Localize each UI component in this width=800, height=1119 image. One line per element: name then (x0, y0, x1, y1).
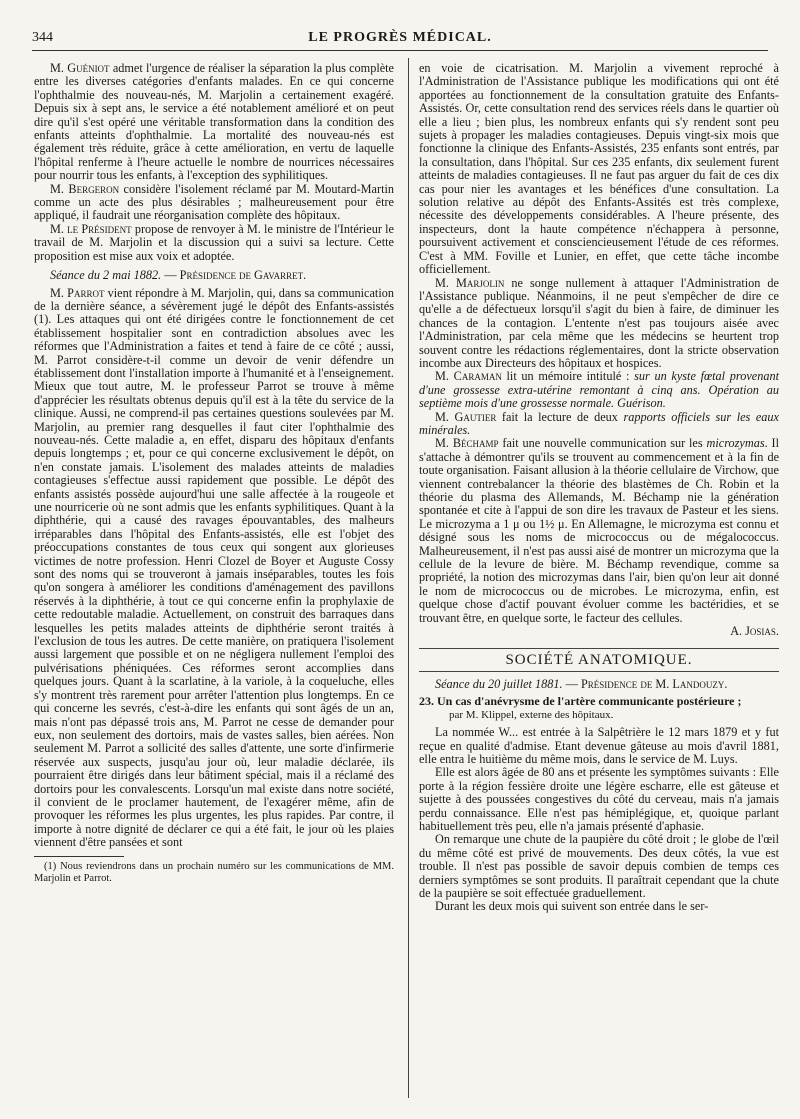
session-heading (419, 678, 779, 691)
paragraph: en voie de cicatrisation. M. Marjolin a vivement reproché à l'Administration de l'Assistance publique les modifications qui ont été apportées au fonctionnement de la consultation gratuite des Enfants-Assistés. Or, cette consultation rend des services réels dans le quartier où elle a lieu ; bien plus, les nombreux enfants qui s'y rendent sont peu sujets à propager les maladies contagieuses. Depuis vingt-six mois que fonctionne la clinique des Enfants-Assistés, 235 enfants sont entrés, par la consultation, dans l'hôpital. Sur ces 235 enfants, dix seulement furent atteints de maladies contagieuses. Il ne faut pas arguer du fait de ces dix cas pour nier les avantages et les bénéfices d'une consultation. La solution relative au dépôt des Enfants-Assités est très complexe, nécessite des développements considérables. A l'heure présente, des inspecteurs, dont la haute compétence n'échappera à personne, poursuivent activement et consciencieusement l'étude de ces réformes. C'est à MM. Foville et Lunier, en effet, que cette tâche incombe officiellement. (419, 61, 779, 277)
paragraph: La nommée W... est entrée à la Salpêtrière le 12 mars 1879 et y fut reçue en qualité d'admise. Etant devenue gâteuse au mois d'avril 1881, elle entra le huitième du même mois, dans le service de M. Luys. (419, 725, 779, 766)
journal-title: LE PROGRÈS MÉDICAL. (308, 30, 492, 45)
right-column (419, 62, 779, 914)
paragraph-text: fait la lecture de deux (496, 409, 624, 424)
paragraph (34, 223, 394, 263)
page-header (32, 30, 768, 51)
session-presidency: — Présidence de Gavarret. (161, 268, 307, 283)
paragraph (419, 411, 779, 438)
paragraph-text: fait une nouvelle communication sur les (498, 436, 707, 451)
speaker-name: M. Caraman (435, 369, 502, 384)
paragraph (419, 370, 779, 410)
paragraph (34, 62, 394, 183)
paragraph (419, 437, 779, 625)
left-column (34, 62, 394, 885)
paragraph-text: ne songe nullement à attaquer l'Administration de l'Assistance publique. Néanmoins, il ne peut s'empêcher de dire ce qu'elle a de défectueux lorsqu'il s'agit du bien à faire, de diminuer les chances de la contagion. L'entente n'est pas toujours aisée avec l'Administration, par cela même que les médecins se heurtent trop souvent contre les rédactions réglementaires, dont la stricte observation incombe aux Directeurs des hôpitaux et hospices. (419, 275, 779, 370)
article-title: 23. Un cas d'anévrysme de l'artère communicante postérieure ; (419, 694, 742, 709)
paragraph-text: considère l'isolement réclamé par M. Moutard-Martin comme un acte des plus désirables ; malheureusement pour être appliqué, il faudrait une réorganisation complète des hôpitaux. (34, 181, 395, 223)
speaker-name: M. Parrot (50, 285, 105, 300)
section-title: SOCIÉTÉ ANATOMIQUE. (419, 648, 779, 671)
paragraph-text: admet l'urgence de réaliser la séparation la plus complète entre les diverses catégories d'enfants malades. En ce qui concerne l'ophthalmie des nouveau-nés, M. Marjolin a certainement exagéré. Depuis six à sept ans, le service a été notablement amélioré et on peut dire qu'il s'est opéré une véritable transformation dans la condition des enfants atteints d'ophthalmie. La mortalité des nouveau-nés est également très réduite, grâce à cette amélioration, en vertu de laquelle l'hôpital renferme à l'heure actuelle le nombre de nourrices nécessaires pour nourrir tous les enfants, à l'exception des syphilitiques. (34, 61, 394, 183)
paragraph (34, 287, 394, 850)
paragraph: Elle est alors âgée de 80 ans et présente les symptômes suivants : Elle porte à la région fessière droite une légère escharre, elle est gâteuse et sujette à des poussées congestives du côté du cerveau, mais n'a jamais perdu connaissance. Elle n'est pas hémiplégique, et, quoique parlant habituellement très peu, elle n'a jamais présenté d'aphasie. (419, 765, 779, 833)
paragraph-text: propose de renvoyer à M. le ministre de l'Intérieur le travail de M. Marjolin et la discussion qui a suivi sa lecture. Cette proposition est mise aux voix et adoptée. (34, 221, 394, 263)
session-presidency: — Présidence de M. Landouzy. (562, 676, 728, 691)
paragraph (419, 277, 779, 371)
page-number: 344 (32, 30, 53, 45)
session-heading (34, 269, 394, 282)
paragraph: On remarque une chute de la paupière du côté droit ; le globe de l'œil du même côté est privé de mouvements. Des deux côtés, la vue est trouble. Il n'est pas possible de savoir depuis combien de temps ces derniers symptômes se sont produits. Il paraîtrait cependant que la chute de la paupière se soit effectuée graduellement. (419, 832, 779, 900)
speaker-name: M. Gautier (435, 409, 497, 424)
column-divider (408, 58, 409, 1098)
paragraph (34, 183, 394, 223)
speaker-name: M. Bergeron (50, 181, 120, 196)
speaker-name: M. Guéniot (50, 61, 110, 75)
session-date: Séance du 2 mai 1882. (50, 268, 162, 283)
term: microzymas (706, 436, 765, 451)
footnote-separator (34, 856, 124, 857)
speaker-name: M. Béchamp (435, 436, 499, 451)
footnote: (1) Nous reviendrons dans un prochain numéro sur les communications de MM. Marjolin et Parrot. (34, 860, 394, 884)
paragraph: Durant les deux mois qui suivent son entrée dans le ser- (435, 899, 709, 914)
report-title: rapports officiels sur les eaux minérales. (419, 409, 779, 437)
author-signature: A. Josias. (730, 624, 779, 639)
speaker-name: M. le Président (50, 221, 132, 236)
paragraph-text: vient répondre à M. Marjolin, qui, dans sa communication de la dernière séance, a sévèrement jugé le dépôt des Enfants-assistés (1). Les attaques qui ont été dirigées contre le fonctionnement de cet établissement hospitalier sont en contradiction absolues avec les réformes que l'Administration a faites et tend à faire de ce côté ; aussi, M. Parrot considère-t-il comme un devoir de venir défendre un établissement dont l'installation importe à l'humanité et à l'enseignement. Mieux que tout autre, M. le professeur Parrot se trouve à même d'apprécier les résultats obtenus depuis qu'il est à la tête du service de la clinique. Aussi, ne comprend-il pas certaines questions soulevées par M. Marjolin, au premier rang desquelles il faut citer l'ophthalmie des nouveau-nés. Cette maladie a, en effet, disparu des hôpitaux d'enfants depuis longtemps ; et, pour ce qui concerne exclusivement le dépôt, on n'en constate jamais. L'isolement des malades atteints de maladies contagieuses s'effectue aussi rapidement que possible. Le dépôt des enfants assistés possède aujourd'hui une salle affectée à la rougeole et une nourricerie où ne sont admis que les enfants syphilitiques. Quant à la diphthérie, qui a causé des ravages épouvantables, des malheurs irréparables dans l'hôpital des Enfants-assistés, elle est l'objet des préoccupations constantes de tous ceux qui songent aux glorieuses victimes de notre profession. Henri Clozel de Boyer et Auguste Cossy sont des noms qui se trouveront à jamais inséparables, toutes les fois qu'on songera à améliorer les conditions d'aménagement des pavillons réservés à la diphthérie, à tout ce qui concerne enfin la prophylaxie de cette redoutable maladie. Actuellement, on construit des barraques dans lesquelles les petits malades atteints de diphthérie seront traités à l'exclusion de tous les autres. De cette manière, on pratiquera l'isolement aussi largement que possible et on ne négligera nullement l'emploi des pulvérisations phéniquées. Ces réformes seront accomplies dans quelques jours. Quant à la scarlatine, à la variole, à la coqueluche, elles s'y montrent très rarement pour arrêter l'attention plus longtemps. En ce qui concerne les sevrés, c'est-à-dire les enfants qui sont âgés de un an, mais n'ont pas dépassé trois ans, M. Parrot ne cesse de demander pour eux, non seulement des dortoirs, mais de vastes salles, bien aérées. Non seulement M. Parrot a sollicité des salles d'attente, une sorte d'infirmerie réservée aux suspects, jusqu'au jour où, leur maladie déclarée, ils pourraient être dirigés dans leur bâtiment spécial, mais il a réclamé des dortoirs pour les convalescents. Lorsqu'un mal existe dans notre société, il convient de le proclamer hautement, de l'exagérer même, afin de provoquer les réformes les plus urgentes, les plus rapides. Par contre, il importe à notre dignité de déclarer ce qui a été fait, le jour où les plaies viennent d'être pansées et sont (34, 285, 394, 850)
paragraph-text: lit un mémoire intitulé : (501, 369, 635, 384)
speaker-name: M. Marjolin (435, 275, 505, 290)
memoir-title: sur un kyste fœtal provenant d'une grossesse extra-utérine remontant à cinq ans. Opération au septième mois d'une grossesse normale. Guérison. (419, 369, 779, 411)
article-byline: par M. Klippel, externe des hôpitaux. (449, 708, 614, 721)
session-date: Séance du 20 juillet 1881. (435, 676, 563, 691)
paragraph-text: . Il s'attache à démontrer qu'ils se trouvent au commencement et à la fin de toute organisation. Faisant allusion à la théorie cellulaire de Virchow, que viennent contrebalancer la théorie des blastèmes de Ch. Robin et la théorie du plasma des Allemands, M. Béchamp nie la génération spontanée et cite à l'appui de son dire les travaux de Pasteur et les siens. Le microzyma a 1 μ ou 1½ μ. En Allemagne, le microzyma est connu et désigné sous les noms de micrococcus ou de mégalococcus. Malheureusement, il n'est pas aussi aisé de montrer un microzyma que la cellule de la levure de bière. M. Béchamp revendique, comme sa propriété, la notion des microzymas dans l'air, bien qu'on leur ait donné le nom de micrococcus ou de microbes. Le microzyma, enfin, est quelque chose d'actif pouvant évoluer comme les bactéridies, et se trouvant être, en quelque sorte, le facteur des cellules. (419, 436, 780, 625)
